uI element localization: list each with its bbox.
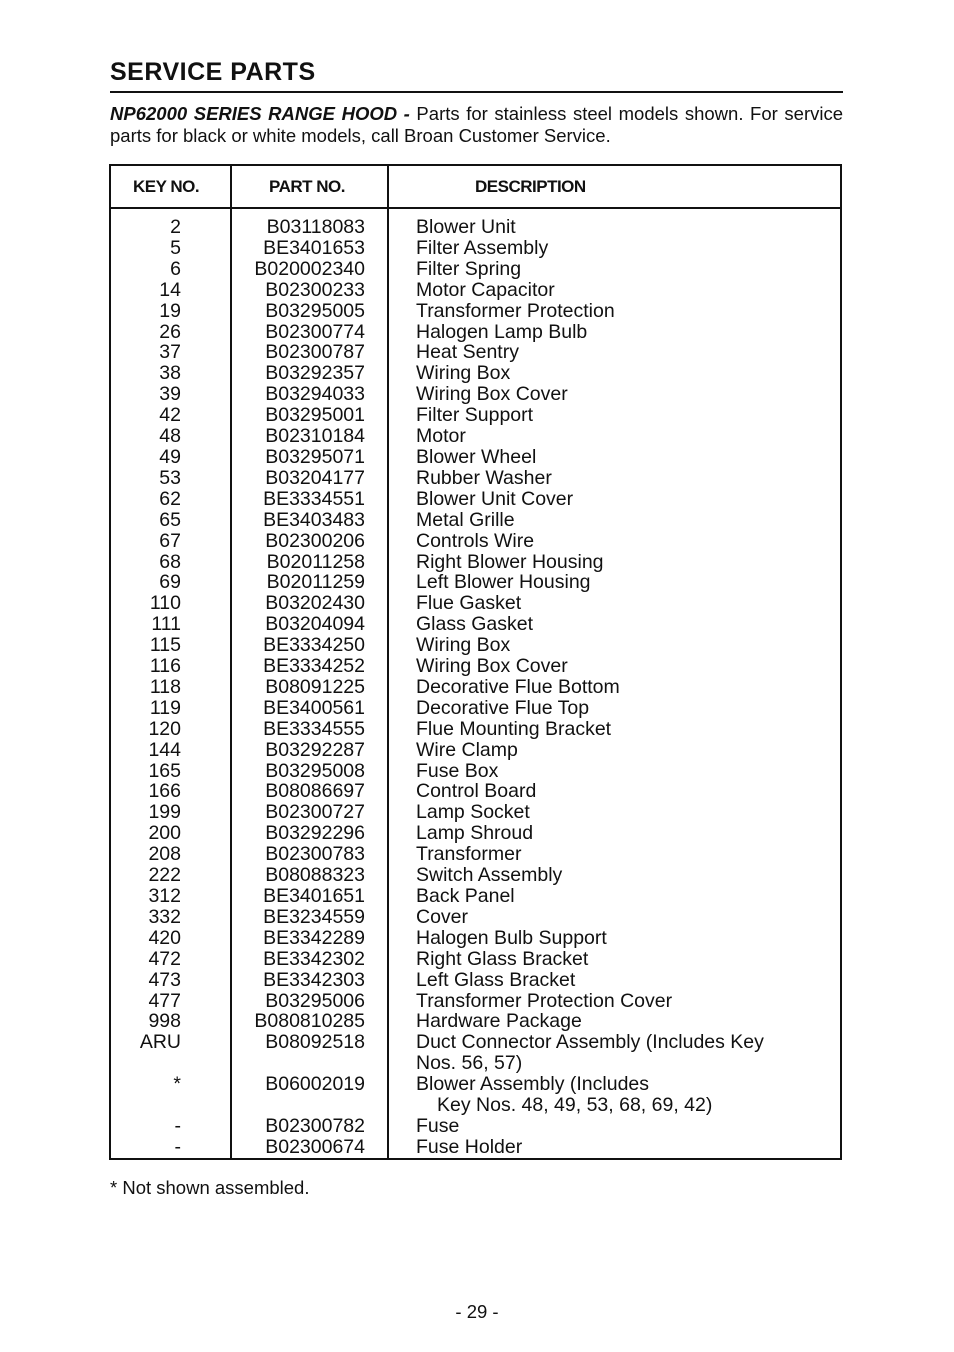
part-no-cell: B08092518	[265, 1031, 365, 1054]
part-no-cell: B02300783	[265, 843, 365, 866]
table-row	[111, 1137, 840, 1158]
table-row	[111, 635, 840, 656]
description-line: Decorative Flue Bottom	[416, 675, 620, 698]
description-cell	[416, 489, 840, 510]
table-row	[111, 489, 840, 510]
header-description: DESCRIPTION	[475, 177, 586, 196]
part-no-cell: B03292296	[265, 822, 365, 845]
table-row	[111, 886, 840, 907]
description-cell	[416, 635, 840, 656]
description-cell	[416, 468, 840, 489]
description-cell	[416, 991, 840, 1012]
description-cell	[416, 781, 840, 802]
description-cell	[416, 280, 840, 301]
description-line: Control Board	[416, 780, 537, 803]
table-row	[111, 572, 840, 593]
description-line: Lamp Shroud	[416, 822, 534, 845]
table-row	[111, 468, 840, 489]
description-cell	[416, 740, 840, 761]
intro-text: Parts for stainless steel models shown. For service parts for black or white models, call Broan Customer Service.	[110, 103, 844, 146]
description-cell	[416, 322, 840, 343]
key-no-cell: 111	[151, 613, 181, 636]
description-line: Metal Grille	[416, 508, 515, 531]
table-row	[111, 322, 840, 343]
description-line: Wiring Box	[416, 634, 511, 657]
key-no-cell: 166	[148, 780, 181, 803]
description-cell	[416, 1137, 840, 1158]
part-no-cell: B03295001	[265, 404, 365, 427]
description-cell	[416, 677, 840, 698]
description-line: Controls Wire	[416, 529, 535, 552]
description-line: Duct Connector Assembly (Includes Key	[416, 1031, 764, 1054]
table-row	[111, 447, 840, 468]
description-cell	[416, 761, 840, 782]
description-line: Wiring Box	[416, 362, 511, 385]
key-no-cell: 998	[148, 1010, 181, 1033]
description-cell	[416, 593, 840, 614]
intro-lead: NP62000 SERIES RANGE HOOD -	[110, 103, 410, 124]
description-line: Heat Sentry	[416, 341, 519, 364]
key-no-cell: 199	[148, 801, 181, 824]
description-line: Left Glass Bracket	[416, 968, 576, 991]
table-row	[111, 970, 840, 991]
key-no-cell: 477	[148, 989, 181, 1012]
intro-paragraph	[110, 103, 843, 146]
part-no-cell: BE3400561	[263, 696, 365, 719]
part-no-cell: BE3334250	[263, 634, 365, 657]
key-no-cell: 62	[159, 487, 181, 510]
key-no-cell: 5	[170, 236, 181, 259]
part-no-cell: B06002019	[265, 1073, 365, 1096]
part-no-cell: BE3342303	[263, 968, 365, 991]
table-row	[111, 552, 840, 573]
description-line: Blower Unit	[416, 216, 516, 238]
key-no-cell: *	[173, 1073, 181, 1096]
description-cell	[416, 217, 840, 238]
part-no-cell: B02300787	[265, 341, 365, 364]
description-cell	[416, 1074, 840, 1116]
description-cell	[416, 928, 840, 949]
table-row	[111, 238, 840, 259]
description-line: Glass Gasket	[416, 613, 534, 636]
part-no-cell: BE3334551	[263, 487, 365, 510]
description-line: Switch Assembly	[416, 864, 563, 887]
description-cell	[416, 802, 840, 823]
table-row	[111, 1032, 840, 1074]
description-line: Halogen Bulb Support	[416, 926, 607, 949]
key-no-cell: 165	[148, 759, 181, 782]
part-no-cell: B03295008	[265, 759, 365, 782]
table-body	[111, 217, 840, 1158]
part-no-cell: B02011258	[266, 550, 365, 573]
part-no-cell: BE3401651	[263, 885, 365, 907]
header-key-no: KEY NO.	[133, 177, 200, 196]
key-no-cell: 200	[148, 822, 181, 845]
table-header	[111, 166, 840, 209]
service-parts-table	[109, 164, 842, 1160]
description-line: Fuse	[416, 1114, 460, 1137]
table-row	[111, 698, 840, 719]
part-no-cell: BE3342289	[263, 926, 365, 949]
table-row	[111, 844, 840, 865]
description-line: Halogen Lamp Bulb	[416, 320, 588, 343]
part-no-cell: B03202430	[265, 592, 365, 615]
description-line: Wiring Box Cover	[416, 655, 568, 678]
key-no-cell: 53	[159, 466, 181, 489]
description-cell	[416, 259, 840, 280]
description-line: Fuse Box	[416, 759, 499, 782]
description-cell	[416, 447, 840, 468]
footnote: * Not shown assembled.	[110, 1177, 310, 1198]
description-cell	[416, 656, 840, 677]
page-title: SERVICE PARTS	[110, 56, 843, 93]
part-no-cell: BE3342302	[263, 947, 365, 970]
description-line: Blower Assembly (Includes	[416, 1073, 650, 1096]
key-no-cell: -	[174, 1135, 181, 1158]
description-cell	[416, 970, 840, 991]
part-no-cell: BE3401653	[263, 236, 365, 259]
table-row	[111, 1074, 840, 1116]
table-row	[111, 426, 840, 447]
description-line: Wire Clamp	[416, 738, 518, 761]
key-no-cell: ARU	[139, 1031, 181, 1054]
part-no-cell: B02300727	[265, 801, 365, 824]
part-no-cell: B03295006	[265, 989, 365, 1012]
table-row	[111, 405, 840, 426]
part-no-cell: B020002340	[254, 257, 365, 280]
key-no-cell: 37	[159, 341, 181, 364]
description-cell	[416, 342, 840, 363]
description-cell	[416, 614, 840, 635]
key-no-cell: 48	[159, 425, 181, 448]
table-row	[111, 865, 840, 886]
key-no-cell: 473	[148, 968, 181, 991]
key-no-cell: 38	[159, 362, 181, 385]
part-no-cell: B02300674	[265, 1135, 365, 1158]
description-line: Filter Spring	[416, 257, 522, 280]
table-row	[111, 510, 840, 531]
key-no-cell: 2	[170, 216, 181, 238]
part-no-cell: B03292287	[265, 738, 365, 761]
key-no-cell: 332	[148, 905, 181, 928]
description-line: Motor Capacitor	[416, 278, 555, 301]
key-no-cell: 26	[159, 320, 181, 343]
key-no-cell: 65	[159, 508, 181, 531]
table-row	[111, 1116, 840, 1137]
part-no-cell: B08088323	[265, 864, 365, 887]
description-line: Left Blower Housing	[416, 571, 591, 594]
description-line: Key Nos. 48, 49, 53, 68, 69, 42)	[437, 1094, 713, 1117]
table-row	[111, 656, 840, 677]
description-cell	[416, 1011, 840, 1032]
description-line: Blower Wheel	[416, 445, 537, 468]
key-no-cell: 110	[149, 592, 181, 615]
key-no-cell: 6	[170, 257, 181, 280]
part-no-cell: BE3234559	[263, 905, 365, 928]
key-no-cell: 119	[149, 696, 181, 719]
description-cell	[416, 510, 840, 531]
part-no-cell: B02300782	[265, 1114, 365, 1137]
description-cell	[416, 1116, 840, 1137]
table-row	[111, 719, 840, 740]
description-cell	[416, 405, 840, 426]
description-cell	[416, 363, 840, 384]
header-part-no: PART NO.	[269, 177, 345, 196]
key-no-cell: 115	[149, 634, 181, 657]
part-no-cell: B080810285	[254, 1010, 365, 1033]
table-row	[111, 363, 840, 384]
part-no-cell: B03204177	[265, 466, 365, 489]
table-row	[111, 614, 840, 635]
description-line: Hardware Package	[416, 1010, 582, 1033]
key-no-cell: 118	[149, 675, 181, 698]
description-cell	[416, 1032, 840, 1074]
table-row	[111, 761, 840, 782]
table-row	[111, 991, 840, 1012]
description-cell	[416, 886, 840, 907]
key-no-cell: 472	[148, 947, 181, 970]
part-no-cell: B03294033	[265, 383, 365, 406]
table-row	[111, 342, 840, 363]
description-cell	[416, 426, 840, 447]
part-no-cell: B03118083	[266, 216, 365, 238]
key-no-cell: 49	[159, 445, 181, 468]
table-row	[111, 384, 840, 405]
description-line: Flue Mounting Bracket	[416, 717, 612, 740]
part-no-cell: B02300206	[265, 529, 365, 552]
part-no-cell: B02300774	[265, 320, 365, 343]
table-row	[111, 907, 840, 928]
table-row	[111, 301, 840, 322]
key-no-cell: 208	[148, 843, 181, 866]
key-no-cell: 222	[148, 864, 181, 887]
part-no-cell: B03295005	[265, 299, 365, 322]
part-no-cell: BE3334555	[263, 717, 365, 740]
description-cell	[416, 384, 840, 405]
key-no-cell: 420	[148, 926, 181, 949]
table-row	[111, 280, 840, 301]
description-line: Right Glass Bracket	[416, 947, 589, 970]
part-no-cell: B03295071	[265, 445, 365, 468]
part-no-cell: B08086697	[265, 780, 365, 803]
description-line: Transformer Protection Cover	[416, 989, 673, 1012]
table-row	[111, 531, 840, 552]
description-line: Motor	[416, 425, 466, 448]
table-row	[111, 1011, 840, 1032]
description-line: Filter Support	[416, 404, 534, 427]
description-line: Back Panel	[416, 885, 515, 907]
description-line: Decorative Flue Top	[416, 696, 590, 719]
description-cell	[416, 949, 840, 970]
key-no-cell: 312	[148, 885, 181, 907]
description-cell	[416, 907, 840, 928]
key-no-cell: 69	[159, 571, 181, 594]
description-line: Transformer Protection	[416, 299, 615, 322]
key-no-cell: 42	[159, 404, 181, 427]
table-row	[111, 740, 840, 761]
part-no-cell: BE3403483	[263, 508, 365, 531]
part-no-cell: B03292357	[265, 362, 365, 385]
key-no-cell: 19	[159, 299, 181, 322]
key-no-cell: -	[174, 1114, 181, 1137]
description-line: Nos. 56, 57)	[416, 1052, 523, 1075]
key-no-cell: 120	[148, 717, 181, 740]
table-row	[111, 593, 840, 614]
part-no-cell: B02310184	[265, 425, 365, 448]
description-line: Fuse Holder	[416, 1135, 523, 1158]
table-row	[111, 823, 840, 844]
description-line: Wiring Box Cover	[416, 383, 568, 406]
description-line: Cover	[416, 905, 469, 928]
description-cell	[416, 698, 840, 719]
description-cell	[416, 844, 840, 865]
description-line: Rubber Washer	[416, 466, 552, 489]
table-row	[111, 677, 840, 698]
description-line: Right Blower Housing	[416, 550, 604, 573]
table-row	[111, 259, 840, 280]
table-row	[111, 928, 840, 949]
description-line: Transformer	[416, 843, 522, 866]
description-line: Filter Assembly	[416, 236, 549, 259]
key-no-cell: 68	[159, 550, 181, 573]
description-line: Flue Gasket	[416, 592, 522, 615]
description-cell	[416, 301, 840, 322]
part-no-cell: B02300233	[265, 278, 365, 301]
description-line: Lamp Socket	[416, 801, 530, 824]
part-no-cell: BE3334252	[263, 655, 365, 678]
part-no-cell: B02011259	[266, 571, 365, 594]
key-no-cell: 144	[148, 738, 181, 761]
part-no-cell: B03204094	[265, 613, 365, 636]
description-cell	[416, 552, 840, 573]
table-row	[111, 781, 840, 802]
part-no-cell: B08091225	[265, 675, 365, 698]
table-row	[111, 217, 840, 238]
key-no-cell: 116	[149, 655, 181, 678]
key-no-cell: 14	[159, 278, 181, 301]
key-no-cell: 39	[159, 383, 181, 406]
description-cell	[416, 531, 840, 552]
description-cell	[416, 238, 840, 259]
description-cell	[416, 719, 840, 740]
description-cell	[416, 572, 840, 593]
table-row	[111, 802, 840, 823]
description-cell	[416, 823, 840, 844]
table-row	[111, 949, 840, 970]
key-no-cell: 67	[159, 529, 181, 552]
page-number: - 29 -	[455, 1301, 499, 1322]
description-cell	[416, 865, 840, 886]
description-line: Blower Unit Cover	[416, 487, 574, 510]
